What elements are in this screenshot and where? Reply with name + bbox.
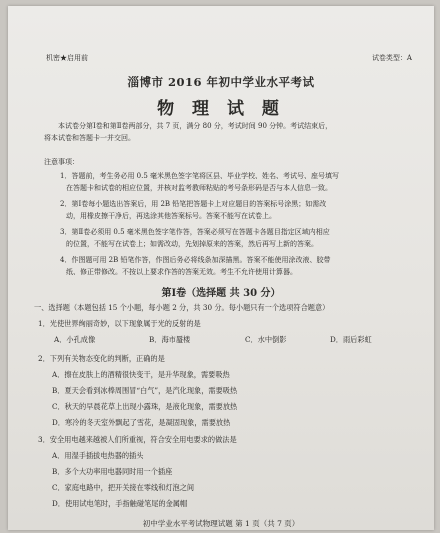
question-1-stem: 1．光使世界绚丽奇妙，以下现象属于光的反射的是 — [38, 319, 201, 328]
note-4-line-1: 4．作图题可用 2B 铅笔作答，作图后务必将线条加深描黑。答案不能使用涂改液、胶带 — [60, 256, 331, 264]
intro-line-2: 将本试卷和答题卡一并交回。 — [44, 134, 135, 142]
note-1-line-2: 在答题卡和试卷的相应位置，并核对监考教师粘贴的考号条形码是否与本人信息一致。 — [66, 184, 332, 192]
exam-title: 淄博市 2016 年初中学业水平考试 — [127, 75, 315, 89]
exam-paper — [8, 6, 434, 530]
note-2-line-2: 动，用橡皮擦干净后，再选涂其他答案标号。答案不能写在试卷上。 — [66, 212, 276, 220]
section-title: 一、选择题（本题包括 15 个小题，每小题 2 分，共 30 分。每小题只有一个选项符合题意） — [34, 303, 330, 312]
question-1-option-b: B．海市蜃楼 — [149, 335, 191, 344]
subject-title: 物 理 试 题 — [157, 99, 285, 119]
question-3-option-d: D．使用试电笔时，手指触碰笔尾的金属帽 — [52, 499, 188, 508]
note-3-line-1: 3．第Ⅱ卷必须用 0.5 毫米黑色签字笔作答，答案必须写在答题卡各题目指定区域内相应 — [60, 228, 330, 236]
question-3-option-b: B．多个大功率用电器同时用一个插座 — [52, 467, 173, 476]
question-3-option-a: A．用湿手插拔电热器的插头 — [52, 451, 144, 460]
part-1-title: 第Ⅰ卷（选择题 共 30 分） — [161, 288, 281, 299]
question-2-option-c: C．秋天的早晨花草上出现小露珠，是液化现象，需要放热 — [52, 402, 238, 411]
question-3-stem: 3．安全用电越来越被人们所重视，符合安全用电要求的做法是 — [38, 435, 237, 444]
note-1-line-1: 1．答题前，考生务必用 0.5 毫米黑色签字笔将区县、毕业学校、姓名、考试号、座号填写 — [60, 172, 340, 180]
question-2-option-b: B．夏天会看到冰棒周围冒“白气”，是汽化现象，需要吸热 — [52, 386, 238, 395]
note-4-line-2: 纸、修正带修改。不按以上要求作答的答案无效。考生不允许使用计算器。 — [66, 268, 297, 276]
note-3-line-2: 的位置，不能写在试卷上；如需改动，先划掉原来的答案，然后再写上新的答案。 — [66, 240, 318, 248]
page-footer: 初中学业水平考试物理试题 第 1 页（共 7 页） — [142, 519, 300, 528]
question-1-option-c: C．水中倒影 — [245, 335, 287, 344]
question-2-option-a: A．擦在皮肤上的酒精很快变干，是升华现象，需要吸热 — [52, 370, 230, 379]
question-3-option-c: C．家庭电路中，把开关接在零线和灯泡之间 — [52, 483, 195, 492]
question-2-stem: 2．下列有关物态变化的判断，正确的是 — [38, 354, 165, 363]
question-1-option-a: A．小孔成像 — [54, 335, 96, 344]
paper-type-label: 试卷类型：A — [371, 54, 412, 62]
notes-title: 注意事项： — [44, 158, 79, 166]
question-2-option-d: D．寒冷的冬天室外飘起了雪花，是凝固现象，需要放热 — [52, 418, 231, 427]
note-2-line-1: 2．第Ⅰ卷每小题选出答案后，用 2B 铅笔把答题卡上对应题目的答案标号涂黑；如需改 — [60, 200, 327, 208]
secret-label: 机密★启用前 — [46, 54, 88, 62]
question-1-option-d: D．雨后彩虹 — [330, 335, 372, 344]
intro-line-1: 本试卷分第Ⅰ卷和第Ⅱ卷两部分，共 7 页，满分 80 分，考试时间 90 分钟。考试结束后， — [58, 122, 333, 130]
